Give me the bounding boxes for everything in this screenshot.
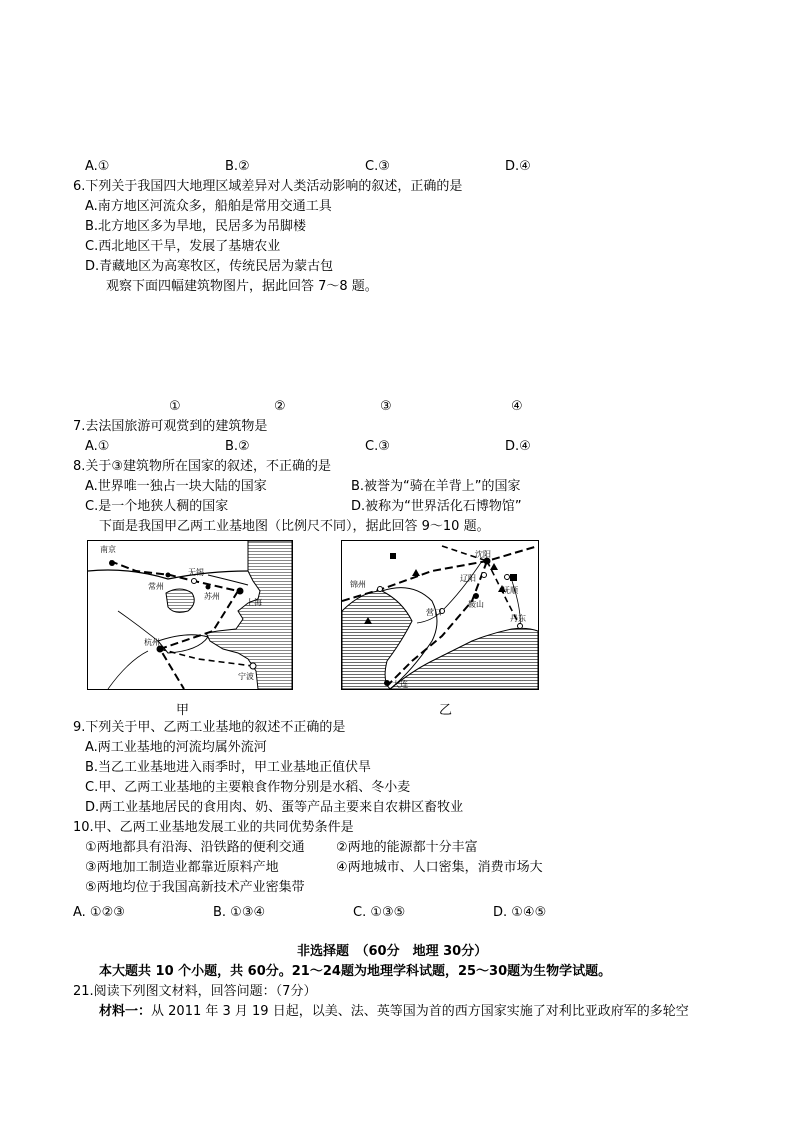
city-shenyang: 沈阳 [475,550,491,559]
city-wuxi: 无锡 [188,568,204,577]
pic-label-1: ① [169,399,181,414]
q5-option-b: B.② [225,159,250,174]
q10-item-5: ⑤两地均位于我国高新技术产业密集带 [85,880,305,895]
q8-option-d: D.被称为“世界活化石博物馆” [351,499,522,514]
q10-item-1: ①两地都具有沿海、沿铁路的便利交通 [85,840,305,855]
q10-option-d: D. ①④⑤ [493,905,547,920]
city-liaoyang: 辽阳 [460,574,476,583]
q6-option-d: D.青藏地区为高寒牧区，传统民居为蒙古包 [85,259,334,274]
q8-option-c: C.是一个地狭人稠的国家 [85,499,229,514]
section-note: 本大题共 10 个小题，共 60分。21～24题为地理学科试题，25～30题为生物学试题。 [99,964,612,979]
q6-option-a: A.南方地区河流众多，船舶是常用交通工具 [85,199,332,214]
city-changzhou: 常州 [148,582,164,591]
q5-option-a: A.① [85,159,110,174]
q7-option-a: A.① [85,439,110,454]
city-hangzhou: 杭州 [144,638,160,647]
q6-option-b: B.北方地区多为旱地，民居多为吊脚楼 [85,219,307,234]
map-jia-caption: 甲 [176,703,190,718]
section-title: 非选择题 （60分 地理 30分） [297,944,488,959]
q7-option-d: D.④ [505,439,531,454]
city-dalian: 大连 [392,680,408,689]
q21-stem: 21.阅读下列图文材料，回答问题：（7分） [73,984,317,999]
q9-option-d: D.两工业基地居民的食用肉、奶、蛋等产品主要来自农耕区畜牧业 [85,800,464,815]
city-dandong: 丹东 [510,614,526,623]
q8-option-a: A.世界唯一独占一块大陆的国家 [85,479,267,494]
intro-9-10: 下面是我国甲乙两工业基地图（比例尺不同），据此回答 9～10 题。 [99,519,490,534]
pic-label-4: ④ [511,399,523,414]
city-ningbo: 宁波 [238,672,254,681]
pic-label-3: ③ [380,399,392,414]
q10-item-3: ③两地加工制造业都靠近原料产地 [85,860,279,875]
q6-stem: 6.下列关于我国四大地理区域差异对人类活动影响的叙述，正确的是 [73,179,463,194]
city-nanjing: 南京 [100,545,116,554]
pic-label-2: ② [274,399,286,414]
q21-material [99,1003,689,1021]
city-anshan: 鞍山 [468,600,484,609]
city-jinzhou: 锦州 [350,580,366,589]
map-jia-drawing [88,541,292,689]
q10-option-b: B. ①③④ [213,905,266,920]
q10-stem: 10.甲、乙两工业基地发展工业的共同优势条件是 [73,820,354,835]
q7-option-b: B.② [225,439,250,454]
city-shanghai: 上海 [246,598,262,607]
map-yi-caption: 乙 [439,703,453,718]
q5-option-d: D.④ [505,159,531,174]
map-jia [87,540,293,690]
city-suzhou: 苏州 [204,592,220,601]
city-yingkou: 营口 [426,608,442,617]
city-fushun: 抚顺 [502,586,518,595]
q9-option-b: B.当乙工业基地进入雨季时，甲工业基地正值伏旱 [85,760,372,775]
q9-option-a: A.两工业基地的河流均属外流河 [85,740,267,755]
intro-7-8: 观察下面四幅建筑物图片，据此回答 7～8 题。 [106,279,378,294]
q7-stem: 7.去法国旅游可观赏到的建筑物是 [73,419,268,434]
q9-stem: 9.下列关于甲、乙两工业基地的叙述不正确的是 [73,720,346,735]
q8-stem: 8.关于③建筑物所在国家的叙述，不正确的是 [73,459,332,474]
q21-material-label: 材料一： [99,1004,152,1019]
q7-option-c: C.③ [365,439,390,454]
q10-option-a: A. ①②③ [73,905,125,920]
map-yi-drawing [342,541,538,689]
q21-material-text: 从 2011 年 3 月 19 日起，以美、法、英等国为首的西方国家实施了对利比亚政府军的多轮空 [151,1004,689,1019]
map-yi [341,540,539,690]
q8-option-b: B.被誉为“骑在羊背上”的国家 [351,479,521,494]
q10-item-4: ④两地城市、人口密集，消费市场大 [336,860,543,875]
q9-option-c: C.甲、乙两工业基地的主要粮食作物分别是水稻、冬小麦 [85,780,411,795]
q10-option-c: C. ①③⑤ [353,905,406,920]
q10-item-2: ②两地的能源都十分丰富 [336,840,478,855]
q5-option-c: C.③ [365,159,390,174]
q6-option-c: C.西北地区干旱，发展了基塘农业 [85,239,281,254]
